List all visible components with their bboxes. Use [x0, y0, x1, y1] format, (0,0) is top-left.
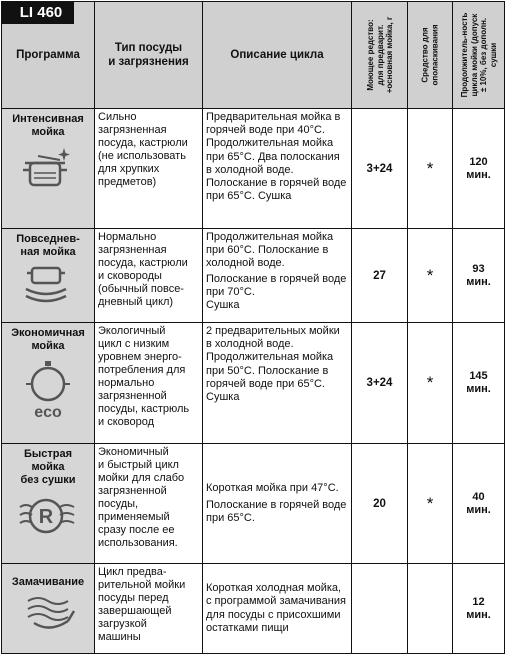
program-cell	[2, 229, 95, 323]
duration-cell: 120 мин.	[453, 109, 505, 229]
header-duration	[453, 2, 505, 109]
header-cycle-desc: Описание цикла	[203, 2, 352, 109]
header-dish-type	[95, 2, 203, 109]
rinse-aid-cell: *	[408, 444, 453, 564]
header-duration-label: Продолжитель-ность цикла мойки (допуск ± 10%, без дополн. сушки	[459, 12, 497, 98]
duration-cell: 145 мин.	[453, 323, 505, 444]
table-row	[2, 564, 505, 654]
cycle-desc-cell	[203, 564, 352, 654]
program-cell	[2, 109, 95, 229]
cycle-desc-text: Короткая мойка при 47°С.	[206, 481, 339, 494]
program-name: Быстрая мойка без сушки	[20, 448, 76, 486]
dish-type-cell: Экологичный цикл с низким уровнем энерго- потребления для нормально загрязненной посуды, кастрюль и сковород	[95, 323, 203, 444]
detergent-cell: 27	[352, 229, 408, 323]
table-row	[2, 444, 505, 564]
dish-type-cell: Сильно загрязненная посуда, кастрюли (не использовать для хрупких предметов)	[95, 109, 203, 229]
rinse-aid-cell: *	[408, 109, 453, 229]
header-program-label: Программа	[16, 49, 80, 61]
cycle-desc-cell	[203, 323, 352, 444]
rinse-aid-cell: *	[408, 229, 453, 323]
table-row	[2, 323, 505, 444]
cycle-desc-text: Полоскание в горячей воде при 65°С.	[206, 498, 347, 525]
detergent-cell	[352, 564, 408, 654]
duration-cell: 40 мин.	[453, 444, 505, 564]
cycle-desc-cell	[203, 229, 352, 323]
program-cell	[2, 323, 95, 444]
detergent-cell: 20	[352, 444, 408, 564]
cycle-desc-text: 2 предварительных мойки в холодной воде. Продолжительная мойка при 50°С. Полоскание в горячей воде при 65°С. Сушка	[206, 325, 340, 404]
detergent-cell: 3+24	[352, 323, 408, 444]
cycle-desc-text: Продолжительная мойка при 60°С. Полоскание в холодной воде.	[206, 231, 334, 270]
program-name: Интенсивная мойка	[12, 113, 84, 138]
pot-with-sparkle-icon	[20, 145, 76, 193]
program-cell	[2, 444, 95, 564]
header-detergent-label: Моющее редство: для предварит. +основная мойка, г	[365, 16, 394, 94]
model-badge: LI 460	[2, 2, 74, 24]
stacked-dishes-icon	[20, 265, 76, 309]
program-cell	[2, 564, 95, 654]
detergent-cell: 3+24	[352, 109, 408, 229]
cycle-desc-text: Короткая холодная мойка, с программой замачивания для посуды с присохшими остатками пищи	[206, 582, 346, 634]
rinse-aid-cell: *	[408, 323, 453, 444]
dish-type-cell: Экономичный и быстрый цикл мойки для слабо загрязненной посуды, применяемый сразу после ее использования.	[95, 444, 203, 564]
program-table-sheet	[1, 1, 504, 662]
cycle-desc-text: Полоскание в горячей воде при 70°С. Сушка	[206, 272, 347, 312]
rinse-aid-cell	[408, 564, 453, 654]
eco-icon-text: eco	[34, 404, 62, 421]
table-header-row	[2, 2, 505, 109]
program-name: Повседнев- ная мойка	[16, 233, 80, 258]
duration-cell: 93 мин.	[453, 229, 505, 323]
table-row	[2, 229, 505, 323]
header-dish-type-label: Тип посуды и загрязнения	[108, 42, 189, 68]
duration-cell: 12 мин.	[453, 564, 505, 654]
header-program	[2, 2, 95, 109]
eco-pot-icon	[20, 359, 76, 421]
table-row	[2, 109, 505, 229]
program-table	[1, 1, 505, 654]
rapid-icon-text: R	[38, 506, 54, 528]
soak-waves-icon	[20, 595, 76, 635]
header-rinse-aid-label: Средство для ополаскивания	[420, 24, 439, 86]
program-name: Замачивание	[11, 576, 85, 588]
program-name: Экономичная мойка	[11, 327, 85, 352]
cycle-desc-text: Предварительная мойка в горячей воде при 40°С. Продолжительная мойка при 65°С. Два полоскания в холодной воде. Полоскание в горячей воде при 65°С. Сушка	[206, 111, 347, 203]
rapid-r-icon	[18, 493, 78, 539]
cycle-desc-cell	[203, 109, 352, 229]
dish-type-cell: Нормально загрязненная посуда, кастрюли и сковороды (обычный повсе- дневный цикл)	[95, 229, 203, 323]
header-rinse-aid	[408, 2, 453, 109]
header-detergent	[352, 2, 408, 109]
cycle-desc-cell	[203, 444, 352, 564]
dish-type-cell: Цикл предва- рительной мойки посуды перед завершающей загрузкой машины	[95, 564, 203, 654]
